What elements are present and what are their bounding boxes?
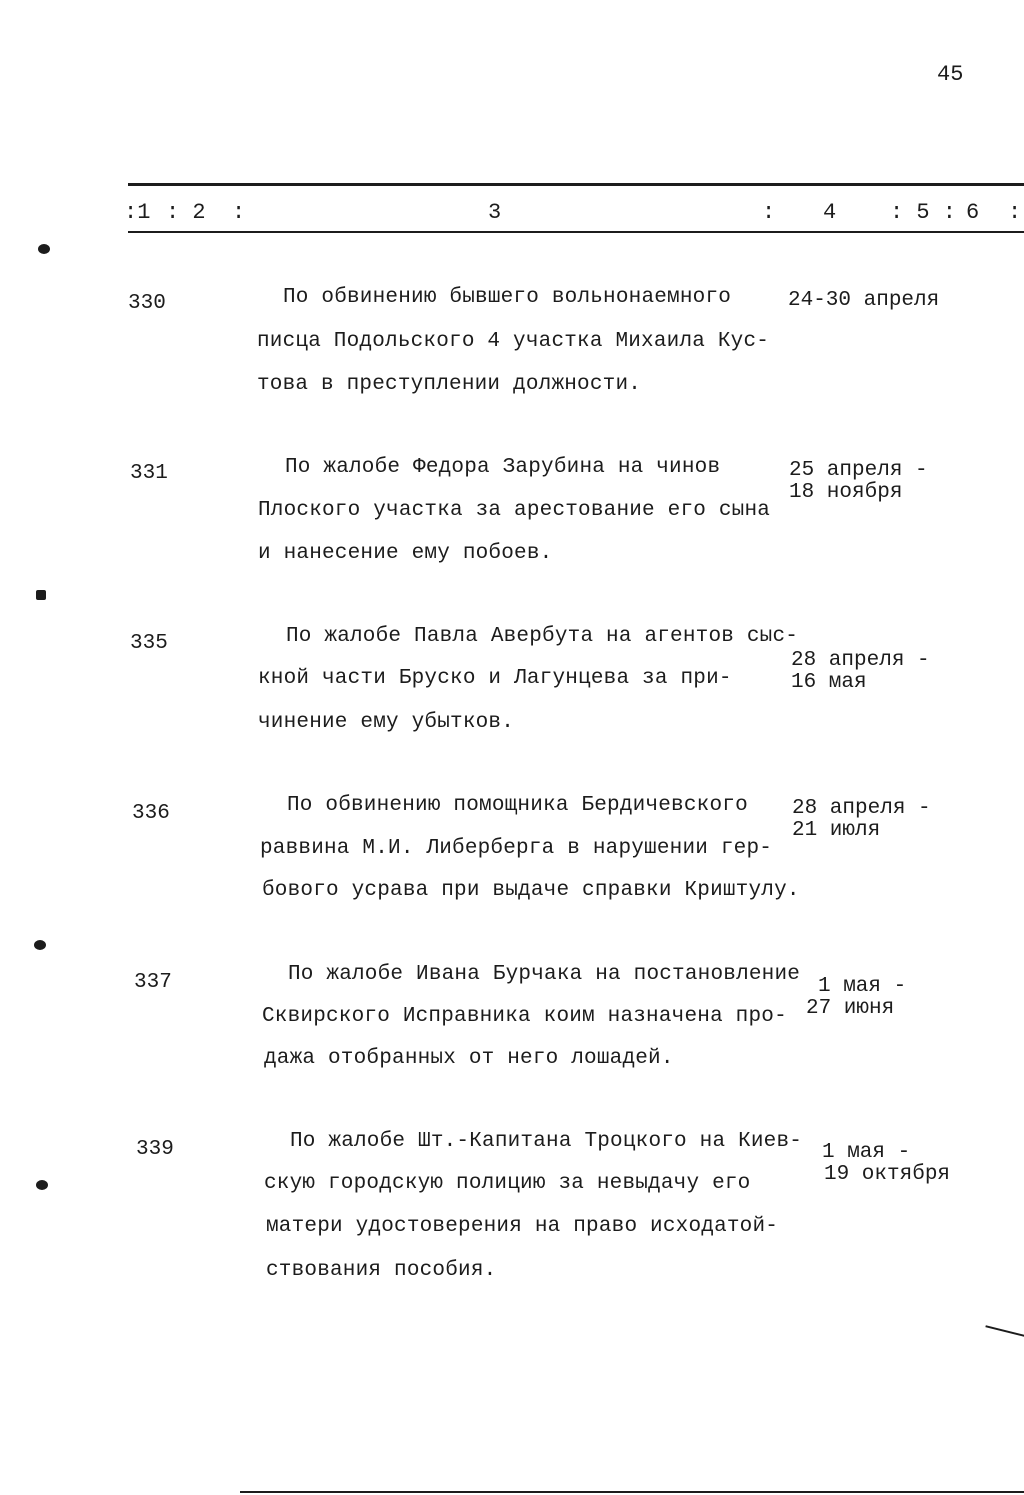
record-description-line-3: матери удостоверения на право исходатой-: [266, 1215, 779, 1238]
record-date-line-1: 24-30 апреля: [788, 289, 940, 312]
record-description-line-3: това в преступлении должности.: [257, 373, 642, 396]
record-description-line-4: ствования пособия.: [266, 1259, 497, 1282]
binding-mark: [36, 1180, 48, 1190]
record-description-line-2: Сквирского Исправника коим назначена про-: [262, 1005, 787, 1028]
record-description-line-3: чинение ему убытков.: [258, 711, 515, 734]
column-header-6-separator: :: [1008, 200, 1022, 225]
column-header-5: : 5 :: [890, 200, 957, 225]
record-number: 335: [130, 632, 168, 655]
record-date-line-2: 19 октября: [824, 1163, 951, 1186]
record-number: 330: [128, 292, 166, 315]
column-header-3-separator: :: [762, 200, 776, 225]
record-description-line-1: По жалобе Федора Зарубина на чинов: [285, 456, 721, 479]
header-top-rule: [128, 183, 1024, 186]
header-bottom-rule: [128, 231, 1024, 233]
column-header-2-separator: :: [232, 200, 246, 225]
record-description-line-1: По жалобе Шт.-Капитана Троцкого на Киев-: [290, 1130, 803, 1153]
record-number: 337: [134, 971, 172, 994]
record-description-line-3: и нанесение ему побоев.: [258, 542, 553, 565]
record-date-line-2: 27 июня: [806, 997, 895, 1020]
column-header-3: 3: [488, 200, 502, 225]
footer-rule: [240, 1491, 1024, 1493]
column-header-2: : 2: [166, 200, 206, 225]
column-header-1: :1: [124, 200, 151, 225]
record-description-line-2: Плоского участка за арестование его сына: [258, 499, 771, 522]
binding-mark: [36, 590, 46, 600]
page-number: 45: [937, 62, 964, 87]
pen-mark: [985, 1325, 1024, 1337]
record-date-line-1: 25 апреля -: [789, 459, 928, 482]
record-number: 339: [136, 1138, 174, 1161]
record-description-line-2: писца Подольского 4 участка Михаила Кус-: [257, 330, 770, 353]
binding-mark: [38, 244, 50, 254]
record-description-line-1: По обвинению бывшего вольнонаемного: [283, 286, 732, 309]
record-date-line-2: 16 мая: [791, 671, 867, 694]
record-date-line-2: 18 ноября: [789, 481, 903, 504]
record-description-line-3: бового усрава при выдаче справки Криштулу.: [262, 879, 800, 902]
record-date-line-2: 21 июля: [792, 819, 881, 842]
binding-mark: [34, 940, 46, 950]
record-date-line-1: 1 мая -: [822, 1141, 911, 1164]
record-date-line-1: 28 апреля -: [791, 649, 930, 672]
record-description-line-1: По жалобе Ивана Бурчака на постановление: [288, 963, 801, 986]
record-description-line-1: По обвинению помощника Бердичевского: [287, 794, 748, 817]
record-number: 336: [132, 802, 170, 825]
record-description-line-1: По жалобе Павла Авербута на агентов сыс-: [286, 625, 799, 648]
record-date-line-1: 1 мая -: [818, 975, 907, 998]
record-date-line-1: 28 апреля -: [792, 797, 931, 820]
column-header-4: 4: [823, 200, 837, 225]
record-description-line-2: кной части Бруско и Лагунцева за при-: [258, 667, 732, 690]
record-description-line-3: дажа отобранных от него лошадей.: [264, 1047, 674, 1070]
record-description-line-2: раввина М.И. Либерберга в нарушении гер-: [260, 837, 773, 860]
column-header-6: 6: [966, 200, 980, 225]
record-number: 331: [130, 462, 168, 485]
record-description-line-2: скую городскую полицию за невыдачу его: [264, 1172, 751, 1195]
